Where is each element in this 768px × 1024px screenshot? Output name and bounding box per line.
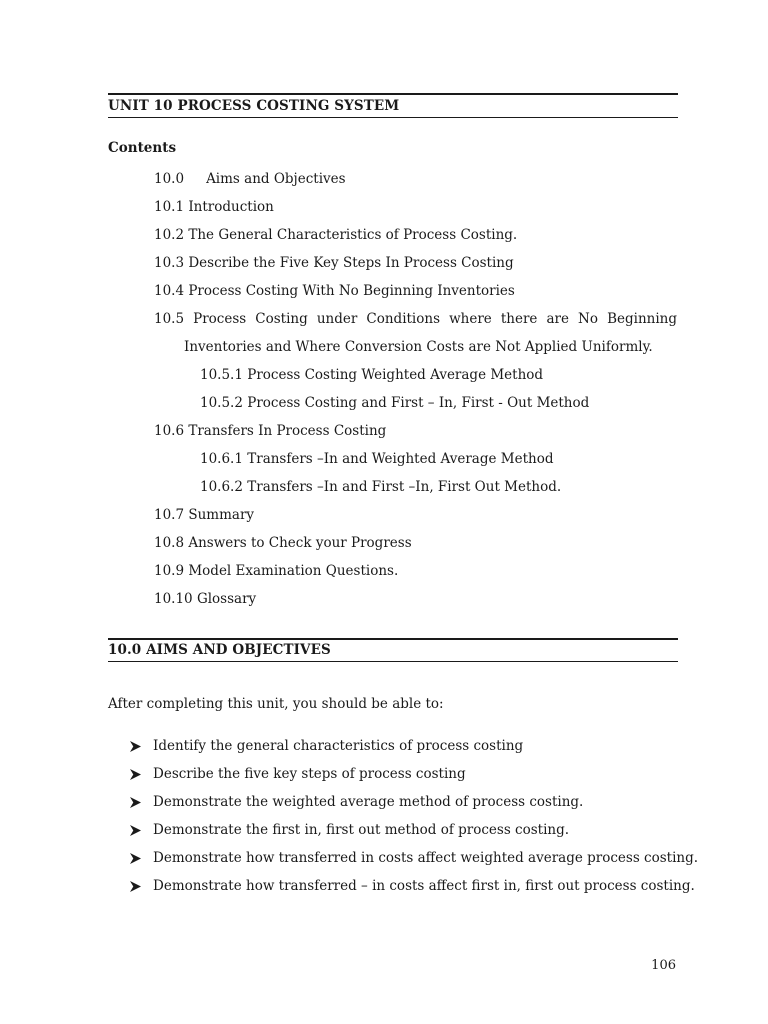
toc-item-text: Aims and Objectives [206, 171, 346, 187]
objective-item [130, 794, 698, 822]
contents-label: Contents [108, 140, 177, 156]
objective-text: Demonstrate the first in, first out method of process costing. [153, 822, 570, 838]
toc-item-10-8: 10.8 Answers to Check your Progress [154, 535, 412, 551]
objective-item [130, 766, 698, 794]
arrowhead-bullet-icon [130, 853, 141, 864]
arrowhead-bullet-icon [130, 881, 141, 892]
toc-item-10-2: 10.2 The General Characteristics of Process Costing. [154, 227, 518, 243]
toc-item-10-1: 10.1 Introduction [154, 199, 274, 215]
arrowhead-bullet-icon [130, 797, 141, 808]
objective-text: Demonstrate how transferred in costs affect weighted average process costing. [153, 850, 699, 866]
arrowhead-bullet-icon [130, 769, 141, 780]
objective-item [130, 822, 698, 850]
toc-item-10-5-2: 10.5.2 Process Costing and First – In, First - Out Method [200, 395, 590, 411]
toc-item-10-10: 10.10 Glossary [154, 591, 257, 607]
toc-item-10-5-line1: 10.5 Process Costing under Conditions where there are No Beginning [154, 311, 677, 327]
arrowhead-bullet-icon [130, 741, 141, 752]
toc-item-10-4: 10.4 Process Costing With No Beginning Inventories [154, 283, 515, 299]
toc-item-10-5-line2: Inventories and Where Conversion Costs are Not Applied Uniformly. [184, 339, 653, 355]
objective-item [130, 878, 698, 906]
toc-item-10-6-1: 10.6.1 Transfers –In and Weighted Average Method [200, 451, 554, 467]
objective-text: Demonstrate how transferred – in costs affect first in, first out process costing. [153, 878, 695, 894]
top-rule-thin [108, 117, 678, 118]
intro-text: After completing this unit, you should be able to: [108, 696, 444, 712]
toc-item-number: 10.0 [154, 171, 185, 187]
toc-item-10-3: 10.3 Describe the Five Key Steps In Process Costing [154, 255, 514, 271]
objective-item [130, 738, 698, 766]
top-rule-thick [108, 93, 678, 95]
toc-item-10-0 [154, 171, 346, 187]
toc-item-10-7: 10.7 Summary [154, 507, 255, 523]
toc-item-10-6: 10.6 Transfers In Process Costing [154, 423, 387, 439]
objective-text: Identify the general characteristics of process costing [153, 738, 524, 754]
toc-item-10-9: 10.9 Model Examination Questions. [154, 563, 399, 579]
unit-heading: UNIT 10 PROCESS COSTING SYSTEM [108, 98, 400, 114]
objectives-list [130, 738, 698, 906]
arrowhead-bullet-icon [130, 825, 141, 836]
toc-item-10-6-2: 10.6.2 Transfers –In and First –In, First Out Method. [200, 479, 562, 495]
objective-text: Describe the five key steps of process costing [153, 766, 466, 782]
objective-item [130, 850, 698, 878]
toc-item-10-5-1: 10.5.1 Process Costing Weighted Average Method [200, 367, 544, 383]
section-heading: 10.0 AIMS AND OBJECTIVES [108, 642, 331, 658]
objective-text: Demonstrate the weighted average method of process costing. [153, 794, 584, 810]
section-rule-thick [108, 638, 678, 640]
section-rule-thin [108, 661, 678, 662]
page-number: 106 [651, 958, 676, 973]
